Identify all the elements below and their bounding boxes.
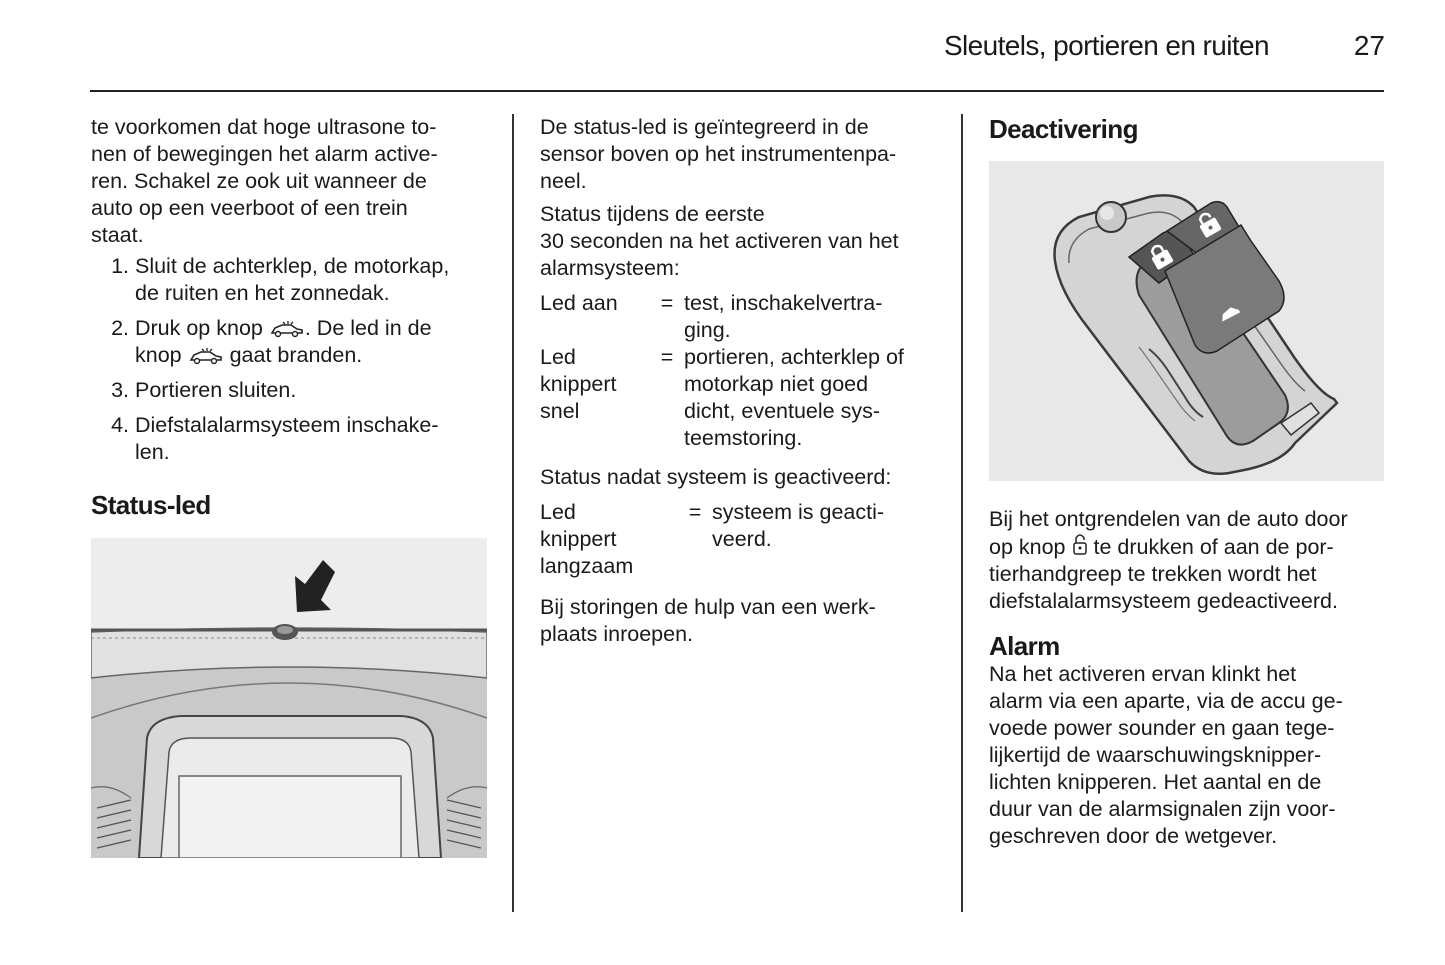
line: auto op een veerboot of een trein: [91, 196, 408, 220]
line: diefstalalarmsysteem gedeactiveerd.: [989, 589, 1338, 613]
line: lijkertijd de waarschuwingsknipper-: [989, 743, 1322, 767]
line: Led: [540, 345, 576, 369]
list-item: [91, 377, 491, 404]
column-3-text: [989, 506, 1389, 856]
header-rule: [90, 90, 1384, 92]
section-heading-deactivering: Deactivering: [989, 114, 1138, 144]
alarm-paragraph: [989, 661, 1389, 850]
line: Druk op knop: [134, 316, 263, 340]
list-item: [91, 253, 491, 307]
line: Diefstalalarmsysteem inschake-: [134, 413, 439, 437]
line: motorkap niet goed: [684, 372, 869, 396]
unlock-icon: [1072, 533, 1088, 557]
section-heading-alarm: Alarm: [989, 631, 1060, 661]
def-term: [540, 499, 678, 580]
status-table-row: [540, 344, 950, 452]
key-fob-illustration: [989, 161, 1384, 481]
list-item: [91, 412, 491, 466]
line: dicht, eventuele sys-: [684, 399, 880, 423]
column-3: [989, 116, 1389, 143]
section-heading-status-led: Status-led: [91, 490, 211, 520]
def-term: [540, 344, 650, 452]
def-desc: [712, 499, 884, 580]
step-number: 2.: [111, 316, 129, 340]
line: neel.: [540, 169, 587, 193]
step-number: 3.: [111, 378, 129, 402]
line: plaats inroepen.: [540, 622, 693, 646]
line: tierhandgreep te trekken wordt het: [989, 562, 1317, 586]
column-divider-1: [512, 114, 514, 912]
line: Status tijdens de eerste: [540, 202, 765, 226]
step-number: 4.: [111, 413, 129, 437]
line: Sluit de achterklep, de motorkap,: [134, 254, 450, 278]
list-item: [91, 315, 491, 369]
intro-paragraph: [91, 114, 491, 249]
line: lichten knipperen. Het aantal en de: [989, 770, 1322, 794]
status-table-row: [540, 290, 950, 344]
line: len.: [134, 440, 170, 464]
page-header-title: Sleutels, portieren en ruiten: [943, 30, 1269, 61]
line: te voorkomen dat hoge ultrasone to-: [91, 115, 437, 139]
line: langzaam: [540, 554, 634, 578]
line: alarm via een aparte, via de accu ge-: [989, 689, 1343, 713]
line: Bij het ontgrendelen van de auto door: [989, 507, 1348, 531]
column-divider-2: [961, 114, 963, 912]
line: Led aan: [540, 291, 618, 315]
outro-paragraph: [540, 594, 950, 648]
def-desc: [684, 344, 904, 452]
line: duur van de alarmsignalen zijn voor-: [989, 797, 1336, 821]
dashboard-illustration: [91, 538, 487, 858]
line: systeem is geacti-: [712, 500, 885, 524]
line: Led: [540, 500, 576, 524]
line: De status-led is geïntegreerd in de: [540, 115, 869, 139]
status-table-row: [540, 499, 950, 580]
line: geschreven door de wetgever.: [989, 824, 1278, 848]
intro-paragraph: [540, 114, 950, 195]
line: test, inschakelvertra-: [684, 291, 883, 315]
line: knippert: [540, 372, 617, 396]
line: . De led in de: [304, 316, 432, 340]
line: voede power sounder en gaan tege-: [989, 716, 1335, 740]
status-after-paragraph: Status nadat systeem is geactiveerd:: [540, 465, 892, 489]
line: staat.: [91, 223, 144, 247]
line: te drukken of aan de por-: [1093, 535, 1334, 559]
line: portieren, achterklep of: [684, 345, 904, 369]
car-alarm-icon: [269, 320, 305, 338]
line: gaat branden.: [229, 343, 363, 367]
line: teemstoring.: [684, 426, 803, 450]
line: op knop: [989, 535, 1066, 559]
steps-list: [91, 253, 491, 466]
def-term: [540, 290, 650, 344]
line: Na het activeren ervan klinkt het: [989, 662, 1297, 686]
line: Bij storingen de hulp van een werk-: [540, 595, 876, 619]
car-alarm-icon: [188, 347, 224, 365]
def-desc: [684, 290, 882, 344]
line: knop: [134, 343, 182, 367]
page-number: 27: [1353, 30, 1385, 61]
line: ging.: [684, 318, 731, 342]
line: nen of bewegingen het alarm active-: [91, 142, 438, 166]
status-first-paragraph: [540, 201, 950, 282]
def-eq: =: [688, 500, 702, 524]
def-eq: =: [660, 345, 674, 369]
step-number: 1.: [111, 254, 129, 278]
column-2: [540, 114, 950, 654]
line: ren. Schakel ze ook uit wanneer de: [91, 169, 427, 193]
line: de ruiten en het zonnedak.: [134, 281, 390, 305]
line: Portieren sluiten.: [134, 378, 297, 402]
def-eq: =: [660, 291, 674, 315]
line: veerd.: [712, 527, 772, 551]
column-1: [91, 114, 491, 519]
dashboard-drawing: [91, 538, 487, 858]
key-fob-drawing: [989, 161, 1384, 481]
line: alarmsysteem:: [540, 256, 680, 280]
line: sensor boven op het instrumentenpa-: [540, 142, 897, 166]
line: snel: [540, 399, 580, 423]
line: knippert: [540, 527, 617, 551]
deactivation-paragraph: [989, 506, 1389, 615]
line: 30 seconden na het activeren van het: [540, 229, 899, 253]
